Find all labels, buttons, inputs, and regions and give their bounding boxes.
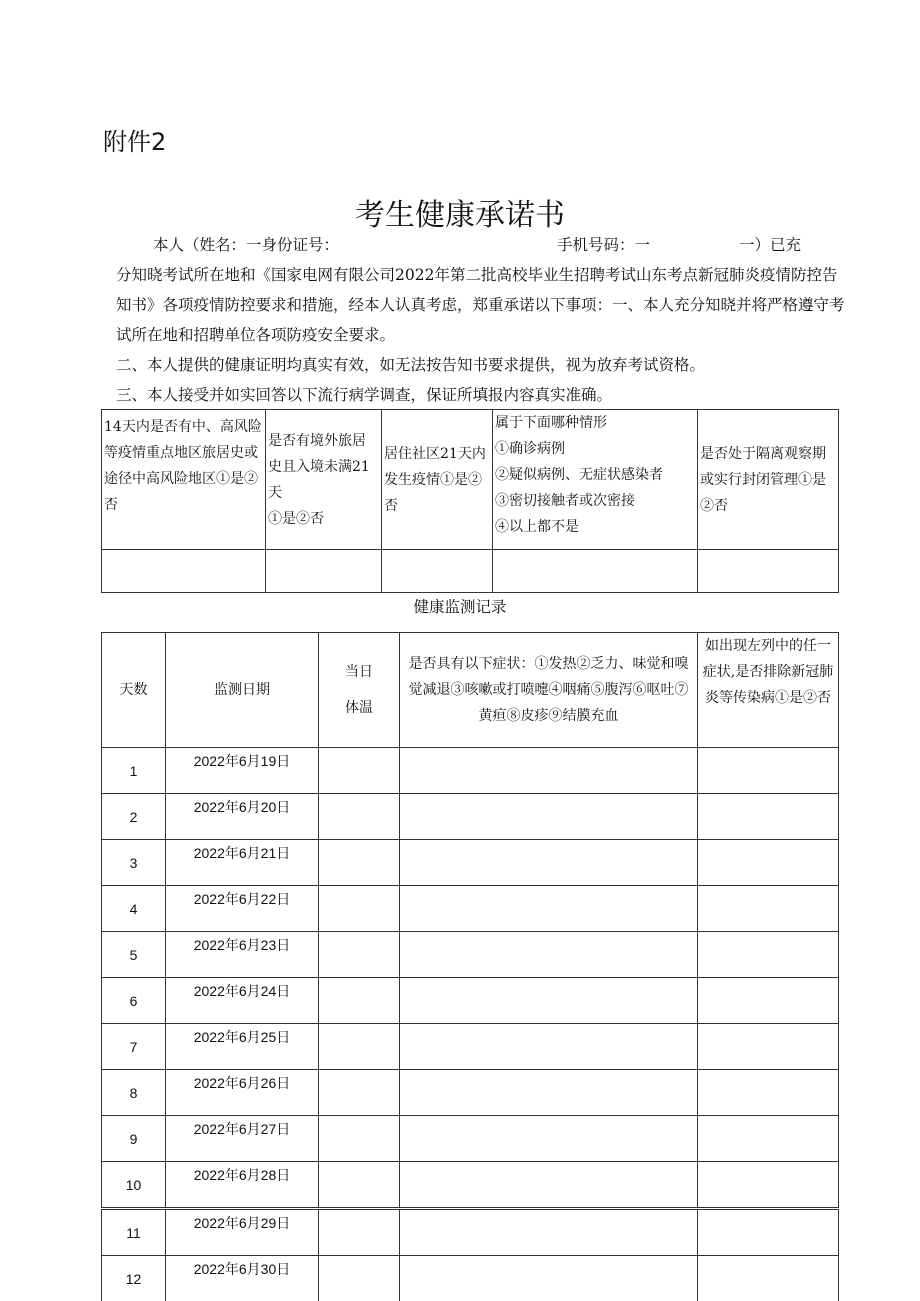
survey-header-2-options: ①是②否 [268, 510, 324, 527]
exclusion-cell[interactable] [698, 1209, 839, 1256]
day-cell: 8 [102, 1070, 166, 1116]
temperature-cell[interactable] [319, 840, 400, 886]
header-date: 监测日期 [166, 633, 319, 748]
temperature-cell[interactable] [319, 886, 400, 932]
day-cell: 11 [102, 1209, 166, 1256]
monitor-row [102, 1116, 839, 1162]
monitor-row [102, 978, 839, 1024]
temperature-cell[interactable] [319, 1070, 400, 1116]
survey-header-2-text: 是否有境外旅居史且入境未满21天 [268, 432, 370, 501]
survey-header-2 [266, 410, 382, 550]
survey-header-3: 居住社区21天内发生疫情①是②否 [382, 410, 493, 550]
exclusion-cell[interactable] [698, 1070, 839, 1116]
monitor-table [101, 632, 839, 1301]
temperature-cell[interactable] [319, 1209, 400, 1256]
symptoms-cell[interactable] [400, 1256, 698, 1301]
monitor-row [102, 1024, 839, 1070]
survey-table [101, 409, 839, 593]
header-day: 天数 [102, 633, 166, 748]
date-cell: 2022年6月23日 [166, 932, 319, 978]
pledge-item-3: 三、本人接受并如实回答以下流行病学调查，保证所填报内容真实准确。 [116, 386, 613, 404]
date-cell: 2022年6月26日 [166, 1070, 319, 1116]
exclusion-cell[interactable] [698, 932, 839, 978]
answer-cell[interactable] [493, 550, 698, 593]
monitor-row [102, 932, 839, 978]
option-3: ③密切接触者或次密接 [495, 493, 635, 509]
answer-cell[interactable] [698, 550, 839, 593]
monitor-header-row [102, 633, 839, 748]
symptoms-cell[interactable] [400, 794, 698, 840]
day-cell: 4 [102, 886, 166, 932]
temperature-cell[interactable] [319, 1256, 400, 1301]
temperature-cell[interactable] [319, 932, 400, 978]
survey-header-row [102, 410, 839, 550]
date-cell: 2022年6月24日 [166, 978, 319, 1024]
header-exclusion: 如出现左列中的任一症状,是否排除新冠肺炎等传染病①是②否 [698, 633, 839, 748]
symptoms-cell[interactable] [400, 1070, 698, 1116]
header-temp-1: 当日 [345, 664, 373, 680]
monitor-title: 健康监测记录 [413, 598, 507, 616]
exclusion-cell[interactable] [698, 1024, 839, 1070]
symptoms-cell[interactable] [400, 1024, 698, 1070]
exclusion-cell[interactable] [698, 1116, 839, 1162]
symptoms-cell[interactable] [400, 1162, 698, 1209]
exclusion-cell[interactable] [698, 748, 839, 794]
monitor-row [102, 1162, 839, 1209]
exclusion-cell[interactable] [698, 1256, 839, 1301]
name-id-label: 本人（姓名：一身份证号： [153, 236, 340, 254]
monitor-row [102, 886, 839, 932]
header-temp [319, 633, 400, 748]
monitor-row [102, 1070, 839, 1116]
option-1: ①确诊病例 [495, 441, 565, 457]
date-cell: 2022年6月30日 [166, 1256, 319, 1301]
attachment-label: 附件2 [103, 128, 167, 156]
temperature-cell[interactable] [319, 748, 400, 794]
day-cell: 10 [102, 1162, 166, 1209]
temperature-cell[interactable] [319, 1162, 400, 1209]
day-cell: 5 [102, 932, 166, 978]
answer-cell[interactable] [102, 550, 266, 593]
survey-answer-row [102, 550, 839, 593]
header-symptoms: 是否具有以下症状：①发热②乏力、味觉和嗅觉减退③咳嗽或打喷嚏④咽痛⑤腹泻⑥呕吐⑦黄疸⑧皮疹⑨结膜充血 [400, 633, 698, 748]
day-cell: 7 [102, 1024, 166, 1070]
intro-line1 [153, 230, 853, 260]
day-cell: 6 [102, 978, 166, 1024]
answer-cell[interactable] [266, 550, 382, 593]
exclusion-cell[interactable] [698, 978, 839, 1024]
document-title: 考生健康承诺书 [355, 198, 565, 233]
monitor-row [102, 1256, 839, 1301]
day-cell: 3 [102, 840, 166, 886]
survey-header-4 [493, 410, 698, 550]
option-4: ④以上都不是 [495, 519, 579, 535]
symptoms-cell[interactable] [400, 978, 698, 1024]
exclusion-cell[interactable] [698, 840, 839, 886]
date-cell: 2022年6月20日 [166, 794, 319, 840]
date-cell: 2022年6月27日 [166, 1116, 319, 1162]
answer-cell[interactable] [382, 550, 493, 593]
exclusion-cell[interactable] [698, 886, 839, 932]
date-cell: 2022年6月28日 [166, 1162, 319, 1209]
intro-line1-end: 一）已充 [739, 236, 802, 254]
day-cell: 1 [102, 748, 166, 794]
symptoms-cell[interactable] [400, 1116, 698, 1162]
date-cell: 2022年6月25日 [166, 1024, 319, 1070]
exclusion-cell[interactable] [698, 794, 839, 840]
intro-body: 分知晓考试所在地和《国家电网有限公司2022年第二批高校毕业生招聘考试山东考点新冠肺炎疫情防控告知书》各项疫情防控要求和措施，经本人认真考虑，郑重承诺以下事项：一、本人充分知晓并将严格遵守考试所在地和招聘单位各项防疫安全要求。 [116, 266, 845, 344]
date-cell: 2022年6月19日 [166, 748, 319, 794]
symptoms-cell[interactable] [400, 840, 698, 886]
monitor-row [102, 748, 839, 794]
date-cell: 2022年6月22日 [166, 886, 319, 932]
symptoms-cell[interactable] [400, 748, 698, 794]
symptoms-cell[interactable] [400, 932, 698, 978]
day-cell: 2 [102, 794, 166, 840]
pledge-item-2: 二、本人提供的健康证明均真实有效，如无法按告知书要求提供，视为放弃考试资格。 [116, 356, 706, 374]
monitor-row [102, 1209, 839, 1256]
date-cell: 2022年6月21日 [166, 840, 319, 886]
temperature-cell[interactable] [319, 978, 400, 1024]
day-cell: 12 [102, 1256, 166, 1301]
survey-header-5: 是否处于隔离观察期或实行封闭管理①是②否 [698, 410, 839, 550]
symptoms-cell[interactable] [400, 886, 698, 932]
day-cell: 9 [102, 1116, 166, 1162]
option-2: ②疑似病例、无症状感染者 [495, 467, 663, 483]
temperature-cell[interactable] [319, 1116, 400, 1162]
exclusion-cell[interactable] [698, 1162, 839, 1209]
header-temp-2: 体温 [345, 700, 373, 716]
survey-header-1: 14天内是否有中、高风险等疫情重点地区旅居史或途径中高风险地区①是②否 [102, 410, 266, 550]
temperature-cell[interactable] [319, 794, 400, 840]
monitor-row [102, 794, 839, 840]
monitor-row [102, 840, 839, 886]
date-cell: 2022年6月29日 [166, 1209, 319, 1256]
symptoms-cell[interactable] [400, 1209, 698, 1256]
survey-header-4-text: 属于下面哪种情形 [495, 415, 607, 431]
phone-label: 手机号码：一 [557, 236, 651, 254]
temperature-cell[interactable] [319, 1024, 400, 1070]
